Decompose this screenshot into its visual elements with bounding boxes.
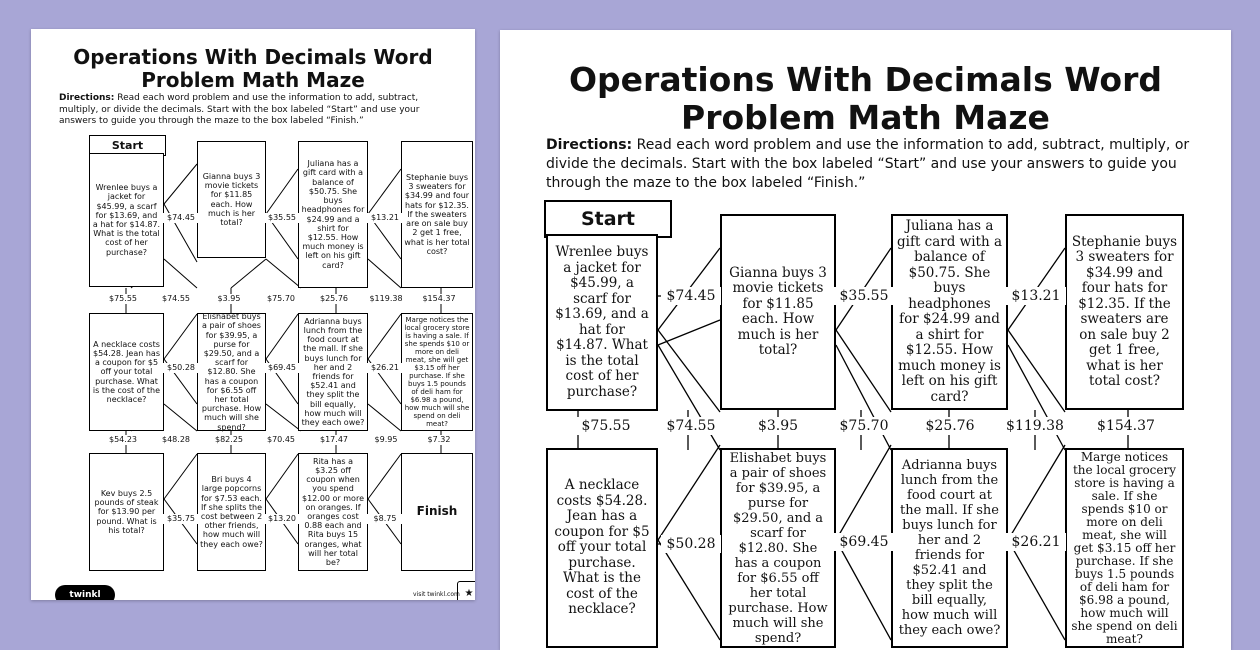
zoomed-answer-label: $50.28 bbox=[661, 535, 721, 553]
thumbnail-answer-label: $154.37 bbox=[422, 294, 456, 303]
thumbnail-box-wrenlee: Wrenlee buys a jacket for $45.99, a scarf for $13.69, and a hat for $14.87. What is the total cost of her purchase? bbox=[89, 153, 164, 287]
thumbnail-directions-text: Read each word problem and use the information to add, subtract, multiply, or divide the decimals. Start with the box labeled “Start” and use your answers to guide you through the maze to the box labeled “Finish.” bbox=[59, 93, 420, 126]
zoomed-directions bbox=[546, 136, 1201, 193]
thumbnail-answer-label: $74.55 bbox=[158, 294, 194, 304]
thumbnail-title-line2: Problem Math Maze bbox=[141, 68, 365, 92]
zoomed-box-juliana: Juliana has a gift card with a balance of $50.75. She buys headphones for $24.99 and a shirt for $12.55. How much money is left on his gift card? bbox=[891, 214, 1008, 410]
thumbnail-page[interactable] bbox=[31, 29, 475, 600]
thumbnail-box-elishabet: Elishabet buys a pair of shoes for $39.95, a purse for $29.50, and a scarf for $12.80. She has a coupon for $6.55 off her total purchase. How much will she spend? bbox=[197, 313, 266, 431]
thumbnail-box-kev: Kev buys 2.5 pounds of steak for $13.90 per pound. What is his total? bbox=[89, 453, 164, 571]
zoomed-box-elishabet: Elishabet buys a pair of shoes for $39.95, a purse for $29.50, and a scarf for $12.80. She has a coupon for $6.55 off her total purchase. How much will she spend? bbox=[720, 448, 836, 648]
zoomed-box-marge: Marge notices the local grocery store is having a sale. If she spends $10 or more on deli meat, she will get $3.15 off her purchase. If she buys 1.5 pounds of deli ham for $6.98 a pound, how much will she spend on deli meat? bbox=[1065, 448, 1184, 648]
zoomed-page[interactable] bbox=[500, 30, 1231, 650]
zoomed-answer-label: $35.55 bbox=[834, 287, 894, 305]
thumbnail-answer-label: $70.45 bbox=[263, 435, 299, 445]
zoomed-directions-text: Read each word problem and use the information to add, subtract, multiply, or divide the decimals. Start with the box labeled “Start” and use your answers to guide you through the maze to the box labeled “Finish.” bbox=[546, 137, 1190, 191]
thumbnail-answer-label: $75.70 bbox=[263, 294, 299, 304]
thumbnail-answer-label: $13.21 bbox=[367, 213, 403, 223]
thumbnail-answer-label: $82.25 bbox=[211, 435, 247, 445]
zoomed-answer-label: $74.55 bbox=[661, 417, 721, 435]
zoomed-box-stephanie: Stephanie buys 3 sweaters for $34.99 and four hats for $12.35. If the sweaters are on sale buy 2 get 1 free, what is her total cost? bbox=[1065, 214, 1184, 410]
zoomed-answer-label: $75.70 bbox=[834, 417, 894, 435]
thumbnail-answer-label: $74.45 bbox=[163, 213, 199, 223]
thumbnail-box-marge: Marge notices the local grocery store is having a sale. If she spends $10 or more on deli meat, she will get $3.15 off her purchase. If she buys 1.5 pounds of deli ham for $6.98 a pound, how much will she spend on deli meat? bbox=[401, 313, 473, 431]
thumbnail-start-label: Start bbox=[89, 135, 166, 156]
thumbnail-answer-label: $3.95 bbox=[211, 294, 247, 304]
zoomed-box-necklace: A necklace costs $54.28. Jean has a coupon for $5 off your total purchase. What is the cost of the necklace? bbox=[546, 448, 658, 648]
thumbnail-box-rita: Rita has a $3.25 off coupon when you spend $12.00 or more on oranges. If oranges cost 0.88 each and Rita buys 15 oranges, what will her total be? bbox=[298, 453, 368, 571]
thumbnail-directions bbox=[59, 93, 449, 128]
zoomed-answer-label: $75.55 bbox=[576, 417, 636, 435]
thumbnail-answer-label: $26.21 bbox=[367, 363, 403, 373]
thumbnail-answer-label: $69.45 bbox=[264, 363, 300, 373]
twinkl-badge-icon: ★ bbox=[457, 581, 475, 600]
zoomed-box-gianna: Gianna buys 3 movie tickets for $11.85 each. How much is her total? bbox=[720, 214, 836, 410]
zoomed-title bbox=[500, 61, 1231, 137]
zoomed-answer-label: $119.38 bbox=[1006, 418, 1064, 434]
zoomed-answer-label: $3.95 bbox=[748, 417, 808, 435]
thumbnail-answer-label: $9.95 bbox=[368, 435, 404, 445]
thumbnail-answer-label: $75.55 bbox=[105, 294, 141, 304]
thumbnail-answer-label: $35.75 bbox=[163, 514, 199, 524]
zoomed-title-line1: Operations With Decimals Word bbox=[569, 60, 1162, 99]
twinkl-logo: twinkl bbox=[55, 585, 115, 600]
thumbnail-answer-label: $25.76 bbox=[316, 294, 352, 304]
thumbnail-box-bri: Bri buys 4 large popcorns for $7.53 each. If she splits the cost between 2 other friends, how much will they each owe? bbox=[197, 453, 266, 571]
thumbnail-box-finish: Finish bbox=[401, 453, 473, 571]
thumbnail-answer-label: $7.32 bbox=[421, 435, 457, 445]
thumbnail-directions-label: Directions: bbox=[59, 93, 115, 103]
footer-url: visit twinkl.com bbox=[413, 591, 460, 598]
thumbnail-answer-label: $35.55 bbox=[264, 213, 300, 223]
zoomed-answer-label: $69.45 bbox=[834, 533, 894, 551]
thumbnail-box-juliana: Juliana has a gift card with a balance of $50.75. She buys headphones for $24.99 and a shirt for $12.55. How much money is left on his gift card? bbox=[298, 141, 368, 288]
zoomed-start-label: Start bbox=[544, 200, 672, 238]
thumbnail-box-adrianna: Adrianna buys lunch from the food court at the mall. If she buys lunch for her and 2 friends for $52.41 and they split the bill equally, how much will they each owe? bbox=[298, 313, 368, 431]
zoomed-answer-label: $74.45 bbox=[661, 287, 721, 305]
thumbnail-answer-label: $8.75 bbox=[367, 514, 403, 524]
zoomed-answer-label: $13.21 bbox=[1006, 287, 1066, 305]
thumbnail-answer-label: $54.23 bbox=[105, 435, 141, 445]
thumbnail-answer-label: $50.28 bbox=[163, 363, 199, 373]
zoomed-box-wrenlee: Wrenlee buys a jacket for $45.99, a scarf for $13.69, and a hat for $14.87. What is the total cost of her purchase? bbox=[546, 234, 658, 411]
thumbnail-title bbox=[31, 46, 475, 92]
thumbnail-answer-label: $17.47 bbox=[316, 435, 352, 445]
zoomed-answer-label: $154.37 bbox=[1097, 418, 1155, 434]
zoomed-answer-label: $25.76 bbox=[920, 417, 980, 435]
thumbnail-box-stephanie: Stephanie buys 3 sweaters for $34.99 and four hats for $12.35. If the sweaters are on sale buy 2 get 1 free, what is her total cost? bbox=[401, 141, 473, 288]
thumbnail-answer-label: $119.38 bbox=[369, 294, 403, 303]
thumbnail-answer-label: $48.28 bbox=[158, 435, 194, 445]
thumbnail-answer-label: $13.20 bbox=[264, 514, 300, 524]
zoomed-answer-label: $26.21 bbox=[1006, 533, 1066, 551]
zoomed-title-line2: Problem Math Maze bbox=[681, 98, 1050, 137]
zoomed-directions-label: Directions: bbox=[546, 137, 633, 153]
thumbnail-title-line1: Operations With Decimals Word bbox=[73, 45, 433, 69]
zoomed-box-adrianna: Adrianna buys lunch from the food court at the mall. If she buys lunch for her and 2 friends for $52.41 and they split the bill equally, how much will they each owe? bbox=[891, 448, 1008, 648]
thumbnail-box-gianna: Gianna buys 3 movie tickets for $11.85 each. How much is her total? bbox=[197, 141, 266, 258]
thumbnail-box-necklace: A necklace costs $54.28. Jean has a coupon for $5 off your total purchase. What is the cost of the necklace? bbox=[89, 313, 164, 431]
